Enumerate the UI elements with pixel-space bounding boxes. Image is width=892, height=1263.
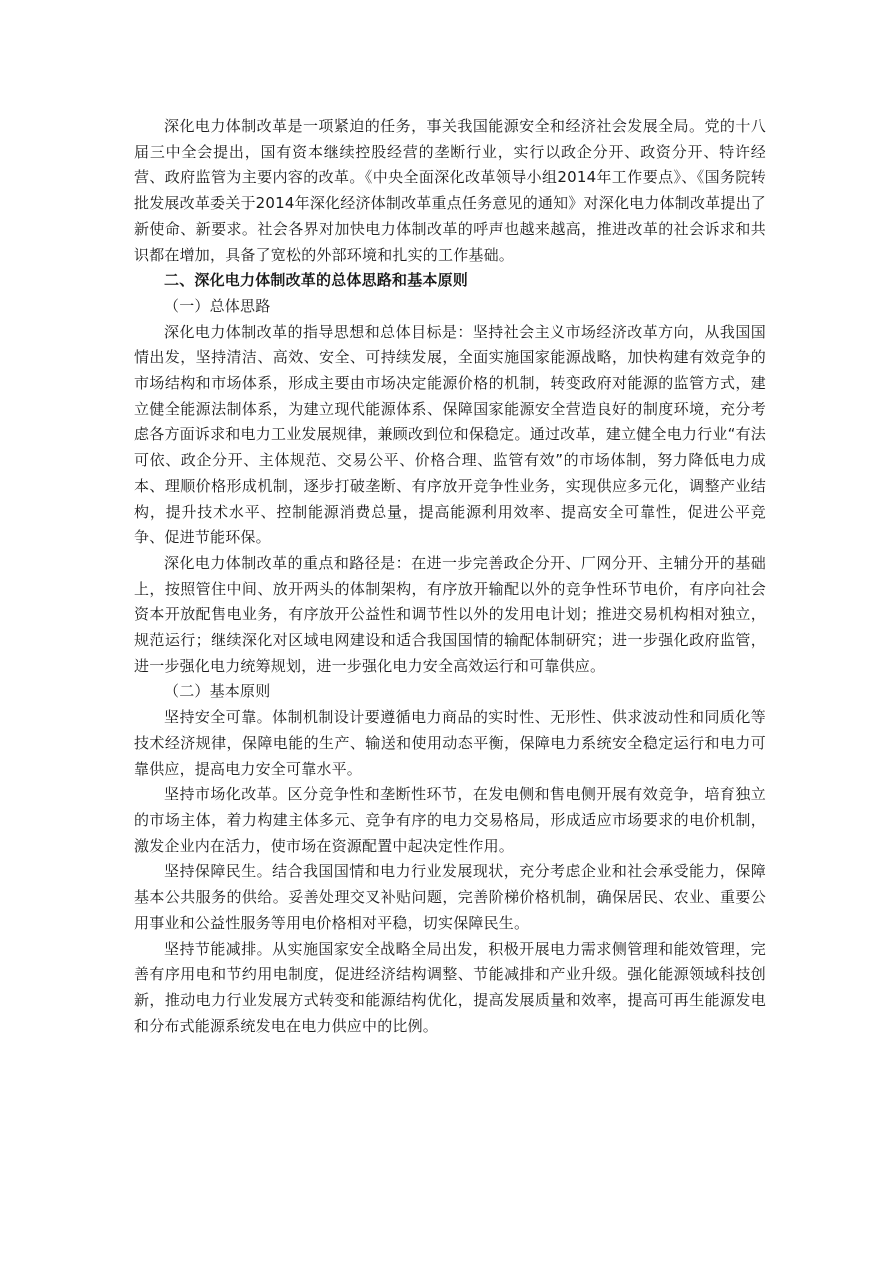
subsection-heading-overall-approach: （一）总体思路 [164, 296, 271, 315]
paragraph-guiding-ideology: 深化电力体制改革的指导思想和总体目标是：坚持社会主义市场经济改革方向，从我国国情出发，坚持清洁、高效、安全、可持续发展，全面实施国家能源战略，加快构建有效竞争的市场结构和市场体系，形成主要由市场决定能源价格的机制，转变政府对能源的监管方式，建立健全能源法制体系，为建立现代能源体系、保障国家能源安全营造良好的制度环境，充分考虑各方面诉求和电力工业发展规律，兼顾改到位和保稳定。通过改革，建立健全电力行业“有法可依、政企分开、主体规范、交易公平、价格合理、监管有效”的市场体制，努力降低电力成本、理顺价格形成机制，逐步打破垄断、有序放开竞争性业务，实现供应多元化，调整产业结构，提升技术水平、控制能源消费总量，提高能源利用效率、提高安全可靠性，促进公平竞争、促进节能环保。 [134, 322, 766, 547]
paragraph-key-paths: 深化电力体制改革的重点和路径是：在进一步完善政企分开、厂网分开、主辅分开的基础上，按照管住中间、放开两头的体制架构，有序放开输配以外的竞争性环节电价，有序向社会资本开放配售电业务，有序放开公益性和调节性以外的发用电计划；推进交易机构相对独立，规范运行；继续深化对区域电网建设和适合我国国情的输配体制研究；进一步强化政府监管，进一步强化电力统筹规划，进一步强化电力安全高效运行和可靠供应。 [134, 553, 766, 675]
document-body [134, 114, 766, 1039]
paragraph-intro: 深化电力体制改革是一项紧迫的任务，事关我国能源安全和经济社会发展全局。党的十八届三中全会提出，国有资本继续控股经营的垄断行业，实行以政企分开、政资分开、特许经营、政府监管为主要内容的改革。《中央全面深化改革领导小组2014年工作要点》、《国务院转批发展改革委关于2014年深化经济体制改革重点任务意见的通知》对深化电力体制改革提出了新使命、新要求。社会各界对加快电力体制改革的呼声也越来越高，推进改革的社会诉求和共识都在增加，具备了宽松的外部环境和扎实的工作基础。 [134, 117, 766, 264]
paragraph-market-reform: 坚持市场化改革。区分竞争性和垄断性环节，在发电侧和售电侧开展有效竞争，培育独立的市场主体，着力构建主体多元、竞争有序的电力交易格局，形成适应市场要求的电价机制，激发企业内在活力，使市场在资源配置中起决定性作用。 [134, 785, 766, 855]
subsection-heading-basic-principles: （二）基本原则 [164, 682, 271, 701]
paragraph-energy-saving: 坚持节能减排。从实施国家安全战略全局出发，积极开展电力需求侧管理和能效管理，完善有序用电和节约用电制度，促进经济结构调整、节能减排和产业升级。强化能源领域科技创新，推动电力行业发展方式转变和能源结构优化，提高发展质量和效率，提高可再生能源发电和分布式能源系统发电在电力供应中的比例。 [134, 939, 766, 1035]
section-heading: 二、深化电力体制改革的总体思路和基本原则 [164, 271, 469, 290]
paragraph-livelihood: 坚持保障民生。结合我国国情和电力行业发展现状，充分考虑企业和社会承受能力，保障基本公共服务的供给。妥善处理交叉补贴问题，完善阶梯价格机制，确保居民、农业、重要公用事业和公益性服务等用电价格相对平稳，切实保障民生。 [134, 862, 766, 932]
paragraph-safety-reliability: 坚持安全可靠。体制机制设计要遵循电力商品的实时性、无形性、供求波动性和同质化等技术经济规律，保障电能的生产、输送和使用动态平衡，保障电力系统安全稳定运行和电力可靠供应，提高电力安全可靠水平。 [134, 708, 766, 778]
